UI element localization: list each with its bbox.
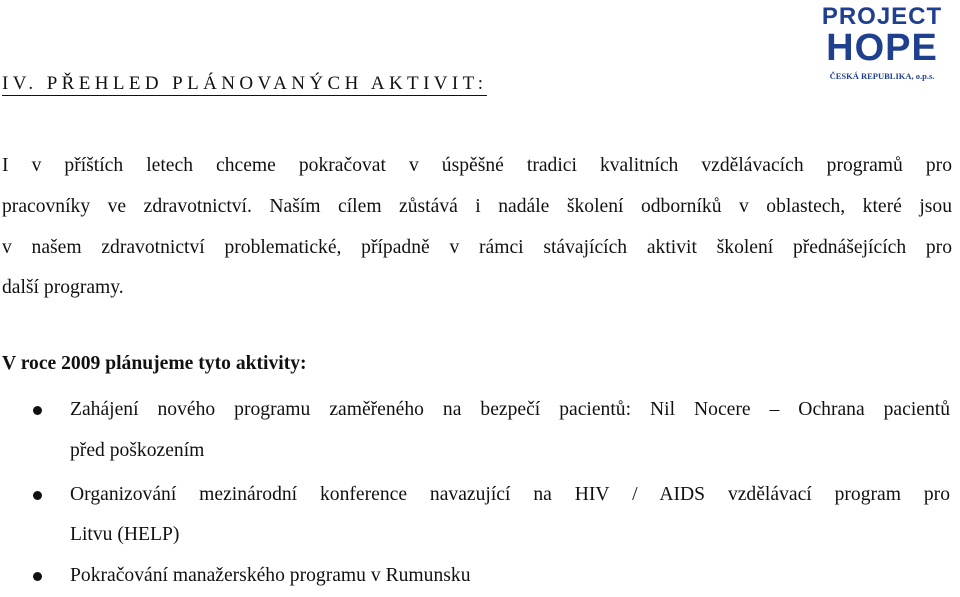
bullet-icon bbox=[33, 491, 42, 500]
intro-paragraph bbox=[2, 146, 952, 309]
list-item-line-1: Organizování mezinárodní konference navazující na HIV / AIDS vzdělávací program pro bbox=[70, 483, 950, 505]
logo-graphic bbox=[808, 2, 956, 84]
logo-line3: ČESKÁ REPUBLIKA, o.p.s. bbox=[829, 71, 935, 81]
list-item-line-1: Zahájení nového programu zaměřeného na bezpečí pacientů: Nil Nocere – Ochrana pacientů bbox=[70, 399, 950, 420]
intro-line-1: I v příštích letech chceme pokračovat v úspěšné tradici kvalitních vzdělávacích programů pro bbox=[2, 155, 952, 176]
plan-list bbox=[0, 390, 960, 597]
list-item-line-1: Pokračování manažerského programu v Rumunsku bbox=[70, 565, 471, 587]
list-item-line-2: Litvu (HELP) bbox=[70, 524, 180, 546]
bullet-icon bbox=[33, 406, 42, 415]
section-title: IV. PŘEHLED PLÁNOVANÝCH AKTIVIT: bbox=[2, 73, 488, 94]
intro-line-3: v našem zdravotnictví problematické, případně v rámci stávajících aktivit školení přednášejících pro bbox=[2, 236, 952, 258]
logo-line2: HOPE bbox=[826, 27, 938, 69]
list-item bbox=[0, 475, 950, 557]
intro-line-4: další programy. bbox=[2, 277, 124, 299]
plan-heading: V roce 2009 plánujeme tyto aktivity: bbox=[2, 353, 307, 374]
project-hope-logo bbox=[808, 2, 956, 84]
intro-line-2: pracovníky ve zdravotnictví. Naším cílem zůstává i nadále školení odborníků v oblastech, které jsou bbox=[2, 195, 952, 217]
logo-line1: PROJECT bbox=[821, 3, 943, 30]
list-item-line-2: před poškozením bbox=[70, 439, 205, 461]
list-item bbox=[0, 390, 950, 472]
list-item bbox=[0, 556, 950, 597]
